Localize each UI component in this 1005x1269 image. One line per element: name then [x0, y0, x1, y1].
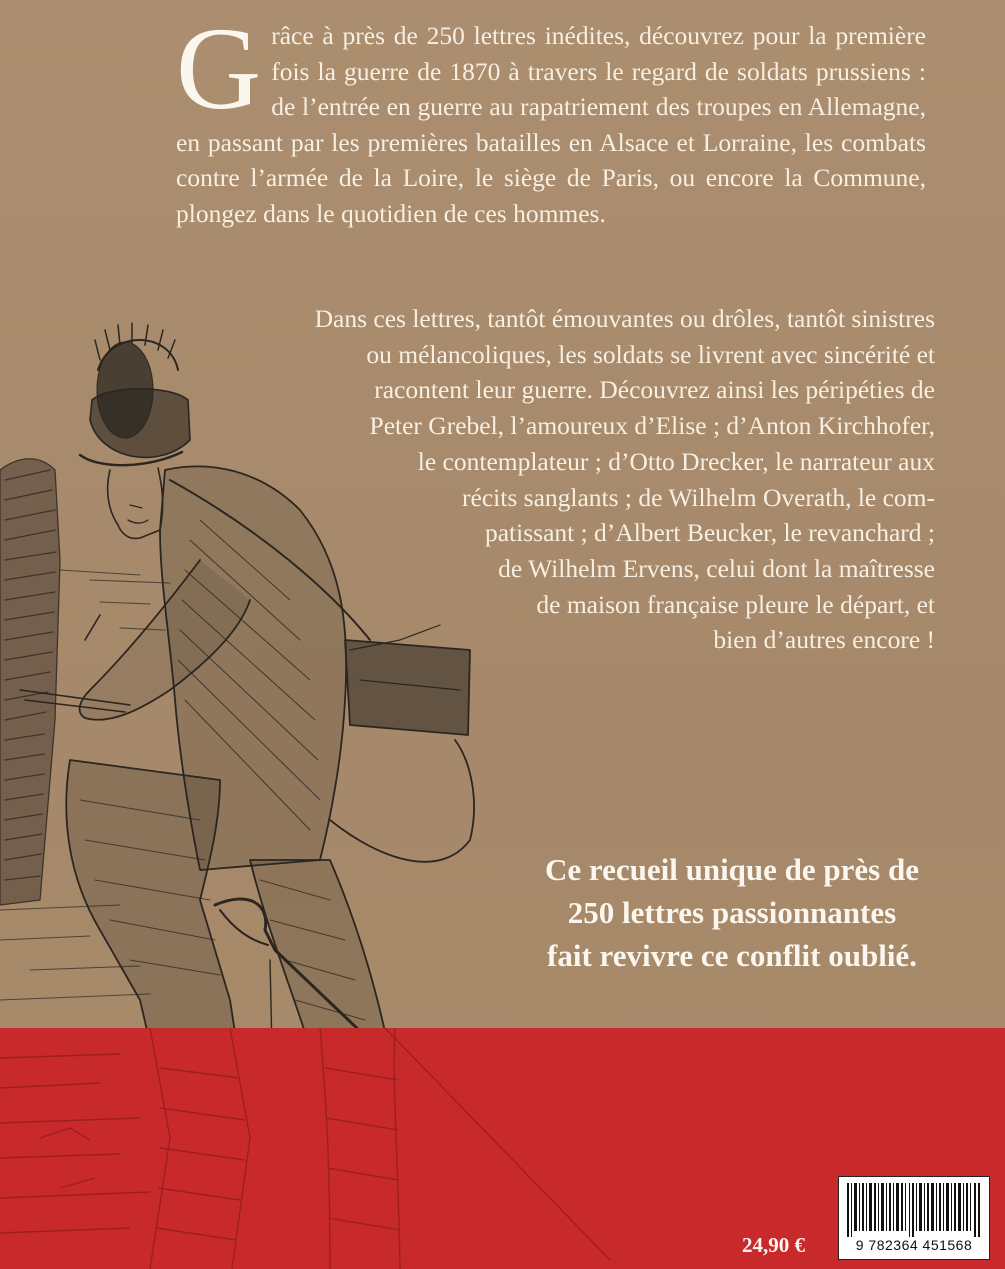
body-line: de maison française pleure le départ, et [536, 589, 935, 619]
body-paragraph [175, 301, 935, 658]
tagline-line: 250 lettres passionnantes [567, 895, 897, 930]
barcode-bars [847, 1183, 981, 1237]
barcode [838, 1176, 990, 1260]
price: 24,90 € [742, 1233, 805, 1257]
body-line: de Wilhelm Ervens, celui dont la maîtresse [498, 553, 935, 583]
body-line: Dans ces lettres, tantôt émouvantes ou drôles, tantôt sinistres [314, 304, 935, 333]
intro-paragraph [176, 3, 926, 231]
body-line: Peter Grebel, l’amoureux d’Elise ; d’Anton Kirchhofer, [369, 411, 935, 441]
tagline [517, 848, 947, 977]
body-line: le contemplateur ; d’Otto Drecker, le narrateur aux [417, 446, 935, 476]
body-line: bien d’autres encore ! [713, 625, 935, 655]
body-line: racontent leur guerre. Découvrez ainsi les péripéties de [374, 375, 935, 405]
body-line: patissant ; d’Albert Beucker, le revanchard ; [484, 518, 935, 548]
body-line: récits sanglants ; de Wilhelm Overath, le com- [462, 482, 935, 512]
tagline-line: Ce recueil unique de près de [545, 852, 919, 887]
body-line: ou mélancoliques, les soldats se livrent avec sincérité et [366, 339, 935, 369]
tagline-line: fait revivre ce conflit oublié. [547, 938, 917, 973]
isbn-number: 9 782364 451568 [855, 1237, 973, 1253]
intro-text: râce à près de 250 lettres inédites, découvrez pour la première fois la guerre de 1870 à travers le regard de soldats prussiens : de l’entrée en guerre au rapatriement des troupes en Allemagne, en passant par les premières batailles en Alsace et Lorraine, les combats contre l’armée de la Loire, le siège de Paris, ou encore la Commune, plongez dans le quotidien de ces hommes. [176, 21, 926, 228]
drop-cap: G [176, 3, 262, 134]
